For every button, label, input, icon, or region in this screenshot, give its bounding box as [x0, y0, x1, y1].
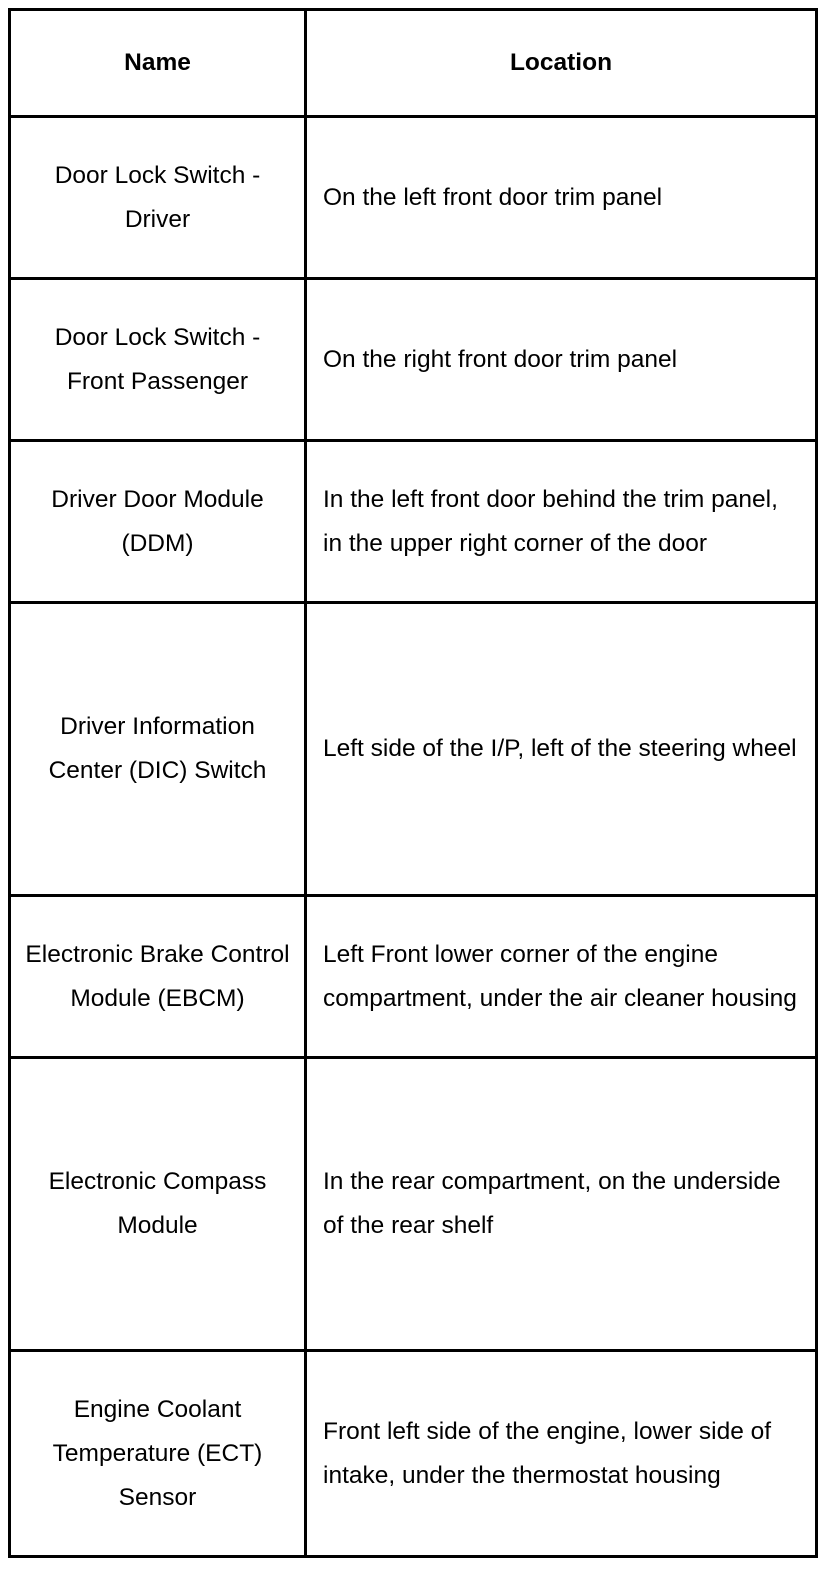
table-row [10, 1351, 817, 1557]
name-cell [10, 1351, 306, 1557]
name-column-header: Name [10, 10, 306, 117]
component-name: Driver Door Module (DDM) [51, 485, 264, 557]
table-row [10, 603, 817, 896]
table-row [10, 117, 817, 279]
name-cell [10, 441, 306, 603]
name-cell [10, 117, 306, 279]
location-cell [306, 1351, 817, 1557]
name-cell [10, 603, 306, 896]
table-row [10, 279, 817, 441]
component-name: Door Lock Switch - Front Passenger [54, 323, 261, 395]
location-cell [306, 117, 817, 279]
component-name: Engine Coolant Temperature (ECT) Sensor [52, 1395, 263, 1511]
component-name: Electronic Brake Control Module (EBCM) [25, 940, 290, 1012]
location-cell [306, 279, 817, 441]
component-location: In the left front door behind the trim panel, in the upper right corner of the door [323, 485, 778, 557]
table-row [10, 1058, 817, 1351]
component-name: Electronic Compass Module [48, 1168, 267, 1239]
name-cell [10, 896, 306, 1058]
component-location-table [8, 8, 818, 1558]
component-location: On the left front door trim panel [323, 183, 663, 211]
location-cell [306, 1058, 817, 1351]
location-cell [306, 603, 817, 896]
component-location: Left Front lower corner of the engine compartment, under the air cleaner housing [323, 940, 797, 1012]
table-row [10, 896, 817, 1058]
name-cell [10, 279, 306, 441]
location-column-header: Location [306, 10, 817, 117]
location-cell [306, 441, 817, 603]
header-row [10, 10, 817, 117]
component-location: Left side of the I/P, left of the steering wheel [323, 735, 797, 762]
table-row [10, 441, 817, 603]
component-location: In the rear compartment, on the underside of the rear shelf [323, 1168, 781, 1239]
component-name: Door Lock Switch - Driver [54, 161, 261, 233]
component-location: On the right front door trim panel [323, 345, 678, 373]
name-cell [10, 1058, 306, 1351]
component-name: Driver Information Center (DIC) Switch [48, 713, 267, 784]
component-location: Front left side of the engine, lower side of intake, under the thermostat housing [323, 1417, 772, 1489]
location-cell [306, 896, 817, 1058]
